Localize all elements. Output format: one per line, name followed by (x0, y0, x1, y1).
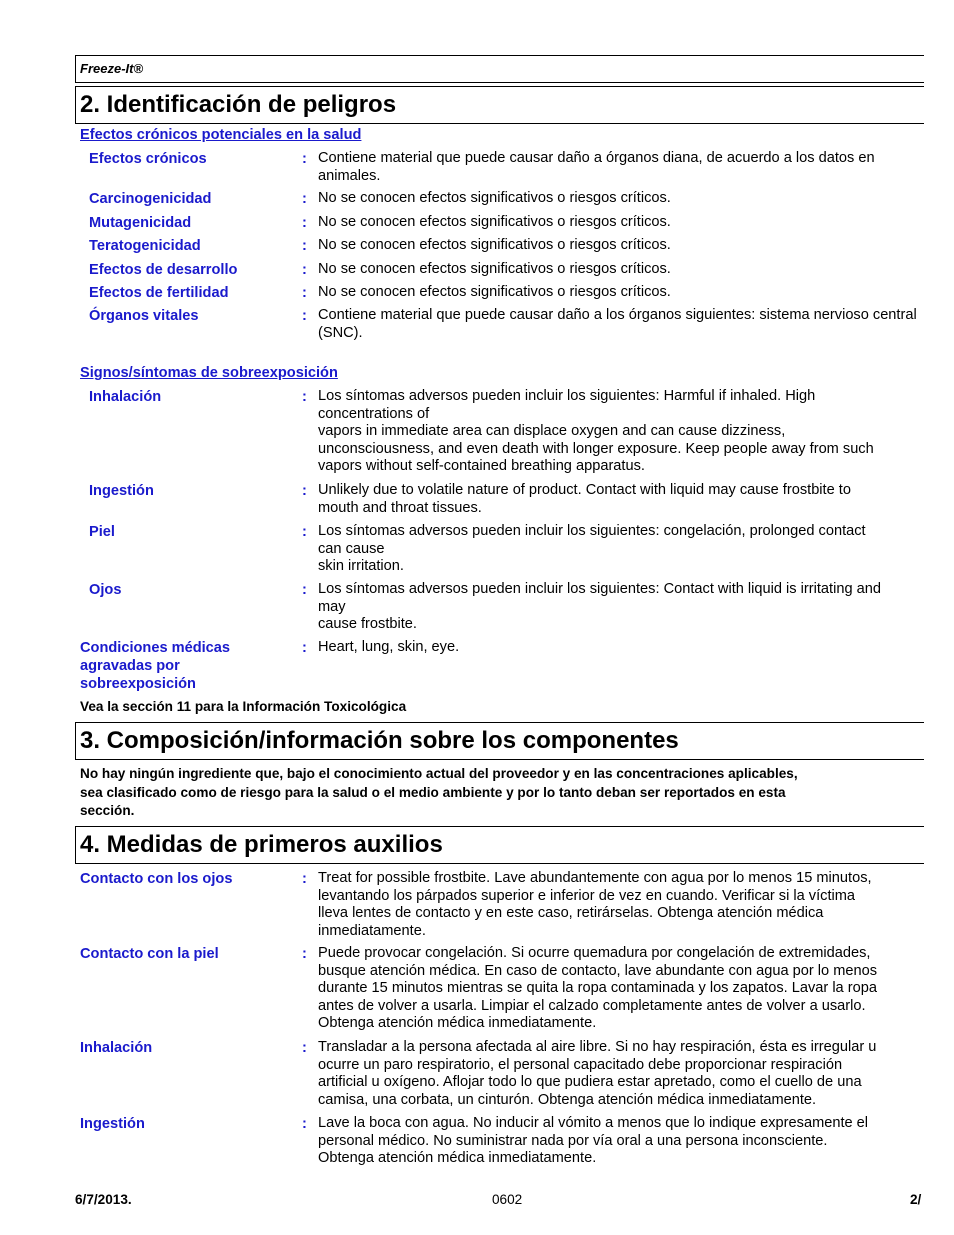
colon: : (302, 524, 307, 540)
value-line: Los síntomas adversos pueden incluir los siguientes: congelación, prolonged contact (318, 523, 866, 539)
value-line: Obtenga atención médica inmediatamente. (318, 1015, 597, 1031)
row-value: No se conocen efectos significativos o riesgos críticos. (318, 261, 671, 277)
note-line: sección. (80, 803, 135, 818)
footer-page: 2/ (910, 1192, 922, 1207)
value-line: personal médico. No suministrar nada por vía oral a una persona inconsciente. (318, 1132, 828, 1149)
colon: : (302, 151, 307, 167)
value-line: cause frostbite. (318, 616, 417, 632)
value-line: may (318, 598, 346, 615)
colon: : (302, 191, 307, 207)
section-3-header (75, 722, 924, 760)
value-line: busque atención médica. En caso de contacto, lave abundante con agua por lo menos (318, 962, 878, 979)
label-line: Condiciones médicas (80, 640, 231, 656)
row-label: Piel (89, 524, 115, 540)
row-label: Ojos (89, 582, 122, 598)
value-line: Lave la boca con agua. No inducir al vómito a menos que lo indique expresamente el (318, 1115, 869, 1131)
see-section-note: Vea la sección 11 para la Información Toxicológica (80, 699, 407, 714)
section-2-header (75, 86, 924, 124)
value-line: Unlikely due to volatile nature of product. Contact with liquid may cause frostbite to (318, 482, 851, 498)
colon: : (302, 1116, 307, 1132)
value-line: concentrations of (318, 405, 430, 422)
product-name: Freeze-It® (80, 61, 144, 76)
row-label: Efectos de fertilidad (89, 285, 229, 301)
value-line: antes de volver a usarla. Limpiar el calzado completamente antes de volver a usarlo. (318, 997, 866, 1014)
value-line: can cause (318, 540, 385, 557)
row-label: Contacto con los ojos (80, 871, 233, 887)
row-label: Mutagenicidad (89, 215, 192, 231)
row-value: No se conocen efectos significativos o riesgos críticos. (318, 284, 671, 300)
value-line: mouth and throat tissues. (318, 499, 482, 516)
symptoms-header[interactable]: Signos/síntomas de sobreexposición (80, 365, 338, 381)
colon: : (302, 582, 307, 598)
row-value: No se conocen efectos significativos o riesgos críticos. (318, 190, 671, 206)
row-value (318, 1039, 922, 1109)
colon: : (302, 285, 307, 301)
value-line: Treat for possible frostbite. Lave abundantemente con agua por lo menos 15 minutos, (318, 870, 872, 886)
section-4-header (75, 826, 924, 864)
value-line: ocurre un paro respiratorio, el personal capacitado debe proporcionar respiración (318, 1056, 843, 1073)
row-label: Efectos crónicos (89, 151, 207, 167)
label-line: sobreexposición (80, 676, 196, 692)
value-line: artificial u oxígeno. Aflojar todo lo que pudiera estar apretado, como el cuello de una (318, 1074, 862, 1090)
row-value (318, 1115, 922, 1168)
colon: : (302, 238, 307, 254)
colon: : (302, 946, 307, 962)
note-line: No hay ningún ingrediente que, bajo el conocimiento actual del proveedor y en las concentraciones aplicables, (80, 766, 798, 781)
label-line: agravadas por (80, 658, 180, 674)
value-line: Obtenga atención médica inmediatamente. (318, 1150, 597, 1166)
colon: : (302, 262, 307, 278)
row-value: Contiene material que puede causar daño a los órganos siguientes: sistema nervioso central (SNC). (318, 307, 917, 341)
row-value: No se conocen efectos significativos o riesgos críticos. (318, 237, 671, 253)
row-value (318, 388, 922, 476)
value-line: vapors in immediate area can displace oxygen and can cause dizziness, (318, 423, 786, 439)
value-line: lleva lentes de contacto y en este caso, retirárselas. Obtenga atención médica (318, 905, 824, 921)
footer-date: 6/7/2013. (75, 1192, 132, 1207)
row-label: Inhalación (89, 389, 162, 405)
value-line: Los síntomas adversos pueden incluir los siguientes: Harmful if inhaled. High (318, 388, 816, 404)
value-line: vapors without self-contained breathing apparatus. (318, 458, 645, 474)
value-line: durante 15 minutos mientras se quita la ropa contaminada y los zapatos. Lavar la ropa (318, 980, 877, 996)
row-value: No se conocen efectos significativos o riesgos críticos. (318, 214, 671, 230)
row-label: Efectos de desarrollo (89, 262, 238, 278)
row-value (318, 581, 922, 634)
colon: : (302, 640, 307, 656)
footer-code: 0602 (492, 1192, 523, 1207)
row-label: Carcinogenicidad (89, 191, 212, 207)
row-label: Inhalación (80, 1040, 153, 1056)
product-header (75, 55, 924, 83)
value-line: skin irritation. (318, 558, 404, 574)
composition-note (80, 765, 910, 821)
value-line: levantando los párpados superior e inferior de vez en cuando. Verificar si la víctima (318, 887, 856, 904)
value-line: Transladar a la persona afectada al aire libre. Si no hay respiración, ésta es irregular u (318, 1039, 877, 1055)
value-line: camisa, una corbata, un cinturón. Obtenga atención médica inmediatamente. (318, 1091, 817, 1108)
row-value (318, 945, 922, 1033)
section-3-title: 3. Composición/información sobre los componentes (80, 727, 679, 754)
row-label (80, 639, 295, 693)
colon: : (302, 1040, 307, 1056)
row-value: Contiene material que puede causar daño a órganos diana, de acuerdo a los datos en animales. (318, 150, 875, 184)
colon: : (302, 483, 307, 499)
value-line: inmediatamente. (318, 922, 426, 939)
colon: : (302, 871, 307, 887)
colon: : (302, 308, 307, 324)
row-label: Contacto con la piel (80, 946, 219, 962)
section-4-title: 4. Medidas de primeros auxilios (80, 831, 443, 858)
row-value (318, 870, 922, 940)
row-label: Órganos vitales (89, 308, 199, 324)
row-value (318, 523, 922, 576)
row-label: Ingestión (89, 483, 154, 499)
row-label: Ingestión (80, 1116, 145, 1132)
note-line: sea clasificado como de riesgo para la salud o el medio ambiente y por lo tanto deban ser reportados en esta (80, 784, 786, 800)
row-value (318, 482, 922, 517)
section-2-title: 2. Identificación de peligros (80, 91, 397, 118)
value-line: unconsciousness, and even death with longer exposure. Keep people away from such (318, 440, 874, 457)
row-value: Heart, lung, skin, eye. (318, 639, 460, 655)
value-line: Puede provocar congelación. Si ocurre quemadura por congelación de extremidades, (318, 945, 871, 961)
chronic-effects-header[interactable]: Efectos crónicos potenciales en la salud (80, 127, 362, 143)
value-line: Los síntomas adversos pueden incluir los siguientes: Contact with liquid is irritating and (318, 581, 881, 597)
colon: : (302, 389, 307, 405)
row-label: Teratogenicidad (89, 238, 201, 254)
colon: : (302, 215, 307, 231)
